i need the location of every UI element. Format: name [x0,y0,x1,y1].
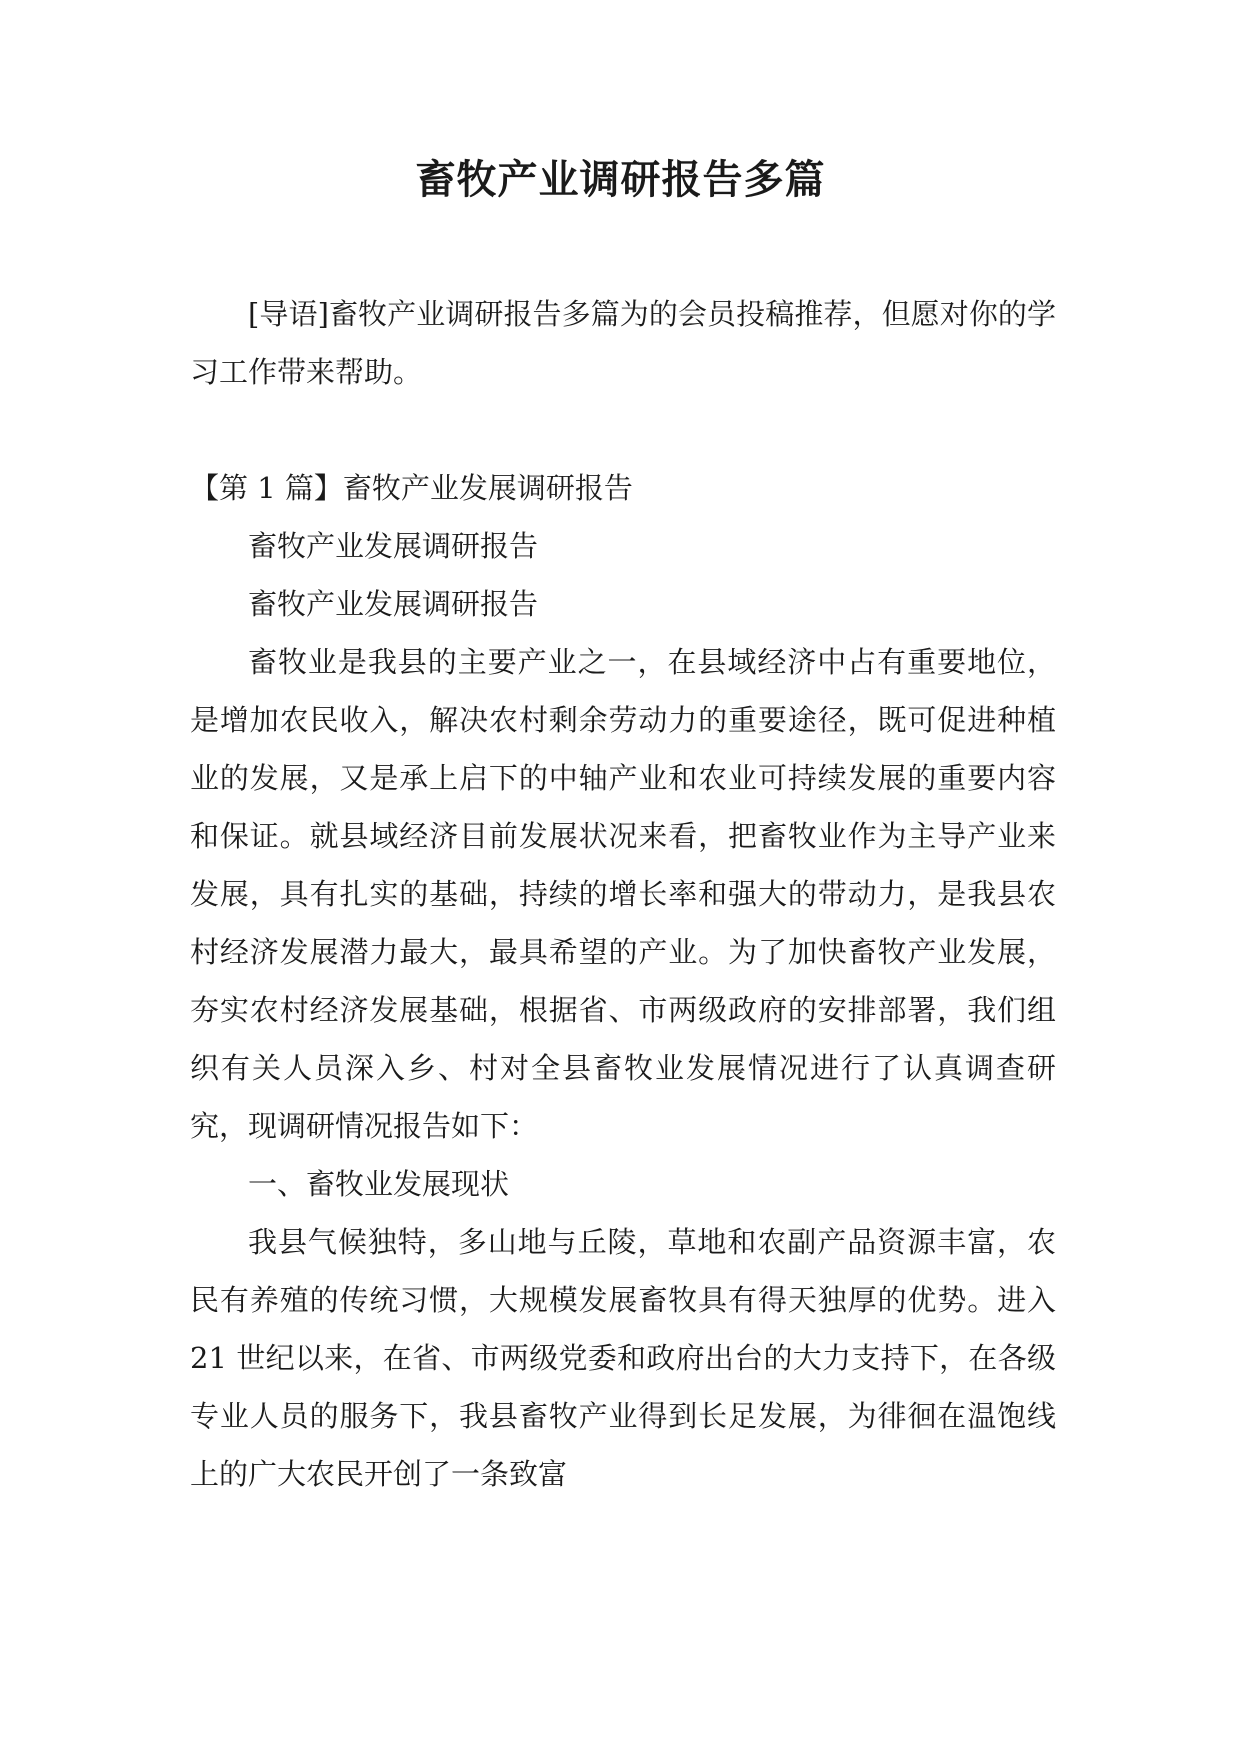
document-title: 畜牧产业调研报告多篇 [415,157,826,203]
body-paragraph: 我县气候独特，多山地与丘陵，草地和农副产品资源丰富，农民有养殖的传统习惯，大规模发展畜牧具有得天独厚的优势。进入 21 世纪以来，在省、市两级党委和政府出台的大力支持下，在各级专业人员的服务下，我县畜牧产业得到长足发展，为徘徊在温饱线上的广大农民开创了一条致富 [190,1225,1056,1491]
subtitle-line: 畜牧产业发展调研报告 [248,587,539,621]
section-heading: 【第 1 篇】畜牧产业发展调研报告 [190,471,633,505]
body-paragraph: 畜牧业是我县的主要产业之一，在县域经济中占有重要地位，是增加农民收入，解决农村剩余劳动力的重要途径，既可促进种植业的发展，又是承上启下的中轴产业和农业可持续发展的重要内容和保证。就县域经济目前发展状况来看，把畜牧业作为主导产业来发展，具有扎实的基础，持续的增长率和强大的带动力，是我县农村经济发展潜力最大，最具希望的产业。为了加快畜牧产业发展，夯实农村经济发展基础，根据省、市两级政府的安排部署，我们组织有关人员深入乡、村对全县畜牧业发展情况进行了认真调查研究，现调研情况报告如下： [190,645,1056,1143]
intro-paragraph: [导语]畜牧产业调研报告多篇为的会员投稿推荐，但愿对你的学习工作带来帮助。 [190,297,1056,389]
section-subheading: 一、畜牧业发展现状 [248,1167,510,1201]
document-body [190,285,1056,1503]
subtitle-line: 畜牧产业发展调研报告 [248,529,539,563]
paragraph-spacer [190,401,1056,459]
